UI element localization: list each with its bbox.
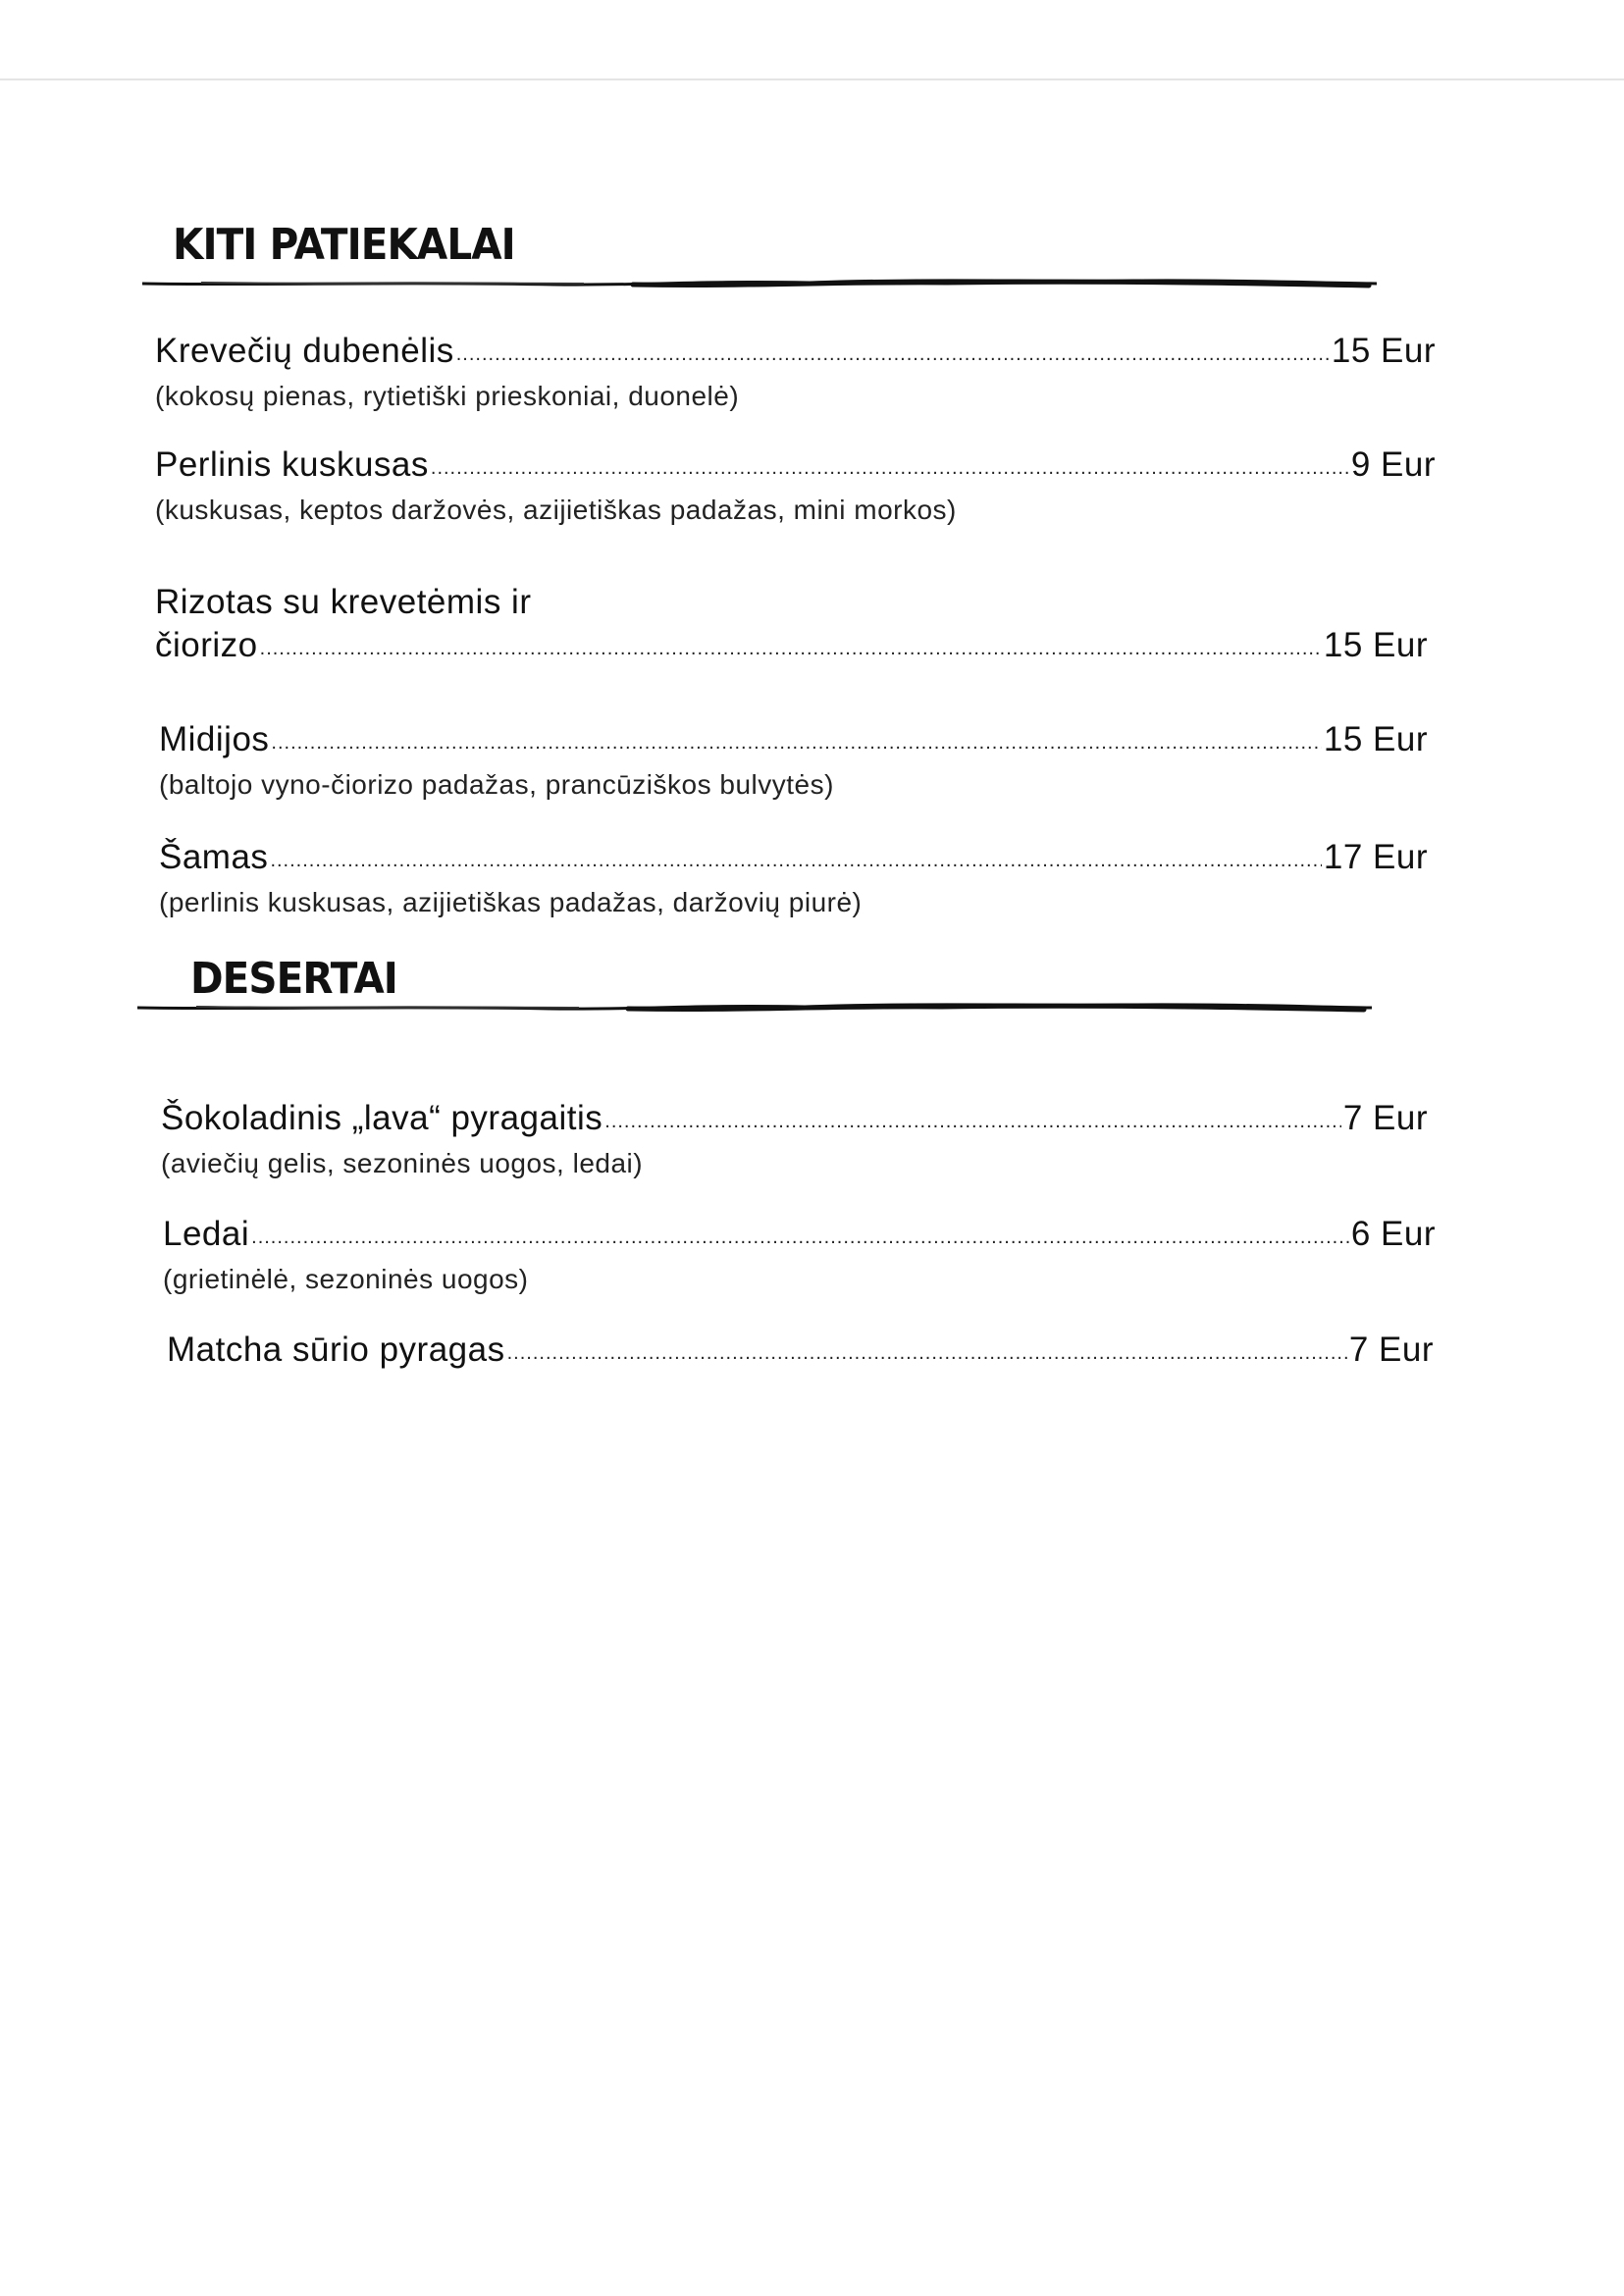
- menu-item-kreveciu-dubenelis: [155, 332, 1436, 412]
- dot-leader: [507, 1342, 1347, 1365]
- item-price: 15 Eur: [1323, 720, 1428, 758]
- menu-item-rizotas: [155, 583, 1428, 665]
- item-price: 6 Eur: [1350, 1215, 1436, 1253]
- item-description: (perlinis kuskusas, azijietiškas padažas, daržovių piurė): [159, 887, 863, 917]
- dot-leader: [260, 638, 1322, 660]
- item-name: čiorizo: [155, 626, 258, 664]
- brush-divider: [142, 277, 1379, 290]
- item-price: 9 Eur: [1350, 445, 1436, 484]
- section-title-kiti-patiekalai: KITI PATIEKALAI: [173, 220, 515, 270]
- item-description: (aviečių gelis, sezoninės uogos, ledai): [161, 1148, 644, 1178]
- dot-leader: [271, 732, 1321, 755]
- item-price: 7 Eur: [1348, 1331, 1434, 1369]
- menu-item-midijos: [159, 720, 1428, 801]
- item-price: 17 Eur: [1323, 838, 1428, 876]
- brush-divider: [137, 1001, 1374, 1015]
- menu-page: [0, 80, 1624, 2296]
- item-description: (baltojo vyno-čiorizo padažas, prancūziškos bulvytės): [159, 769, 834, 800]
- item-name: Perlinis kuskusas: [155, 445, 429, 484]
- item-name: Krevečių dubenėlis: [155, 332, 454, 370]
- item-description: (kuskusas, keptos daržovės, azijietiškas padažas, mini morkos): [155, 495, 957, 525]
- item-name: Matcha sūrio pyragas: [167, 1331, 505, 1369]
- section-title-desertai: DESERTAI: [190, 954, 397, 1004]
- item-description: (grietinėlė, sezoninės uogos): [163, 1264, 529, 1294]
- dot-leader: [456, 343, 1330, 366]
- menu-item-perlinis-kuskusas: [155, 445, 1436, 526]
- menu-item-sokoladinis-pyragaitis: [161, 1099, 1428, 1179]
- item-price: 15 Eur: [1323, 626, 1428, 664]
- item-name: Šokoladinis „lava“ pyragaitis: [161, 1099, 603, 1137]
- item-name: Šamas: [159, 838, 269, 876]
- menu-item-ledai: [163, 1215, 1436, 1295]
- item-description: (kokosų pienas, rytietiški prieskoniai, duonelė): [155, 381, 740, 411]
- dot-leader: [251, 1226, 1349, 1249]
- menu-item-matcha-surio-pyragas: [167, 1331, 1434, 1370]
- top-bar: [0, 0, 1624, 80]
- item-name: Ledai: [163, 1215, 250, 1253]
- dot-leader: [431, 457, 1349, 480]
- item-price: 7 Eur: [1342, 1099, 1428, 1137]
- dot-leader: [604, 1111, 1341, 1133]
- menu-item-samas: [159, 838, 1428, 918]
- item-name-line1: Rizotas su krevetėmis ir: [155, 583, 532, 621]
- item-price: 15 Eur: [1331, 332, 1436, 370]
- item-name: Midijos: [159, 720, 270, 758]
- dot-leader: [270, 850, 1321, 872]
